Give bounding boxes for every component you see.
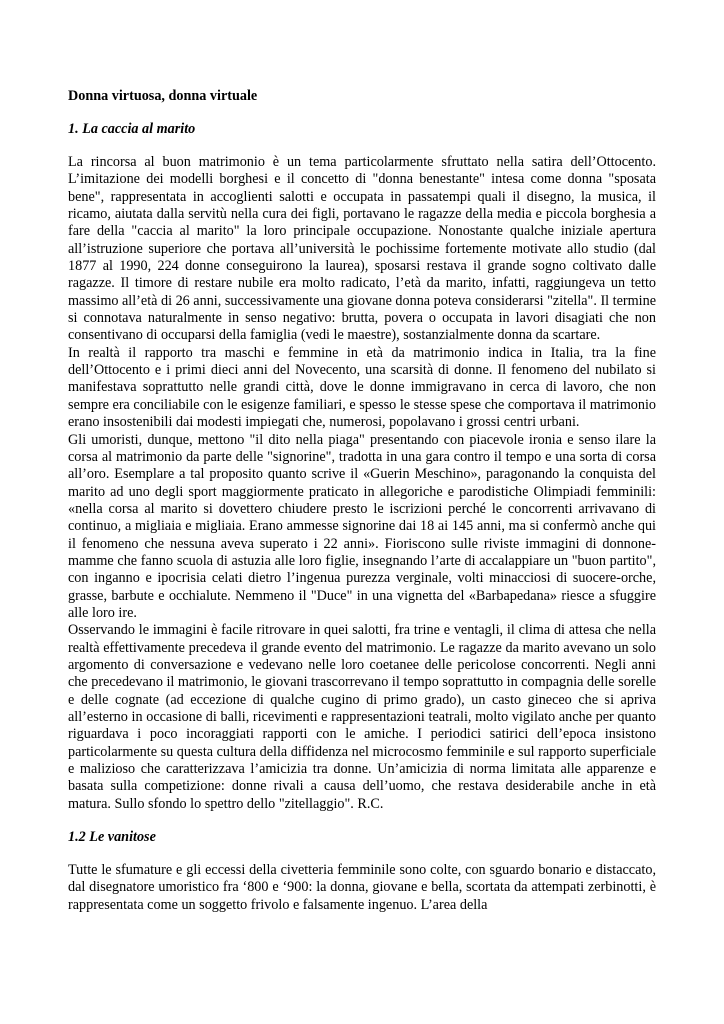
paragraph: La rincorsa al buon matrimonio è un tema particolarmente sfruttato nella satira dell’Ottocento. L’imitazione dei modelli borghesi e il concetto di "donna benestante" intesa come donna "sposata bene", rappresentata in accoglienti salotti e occupata in passatempi quali il disegno, la musica, il ricamo, aiutata dalla servitù nella cura dei figli, portavano le ragazze della media e piccola borghesia a fare della "caccia al marito" la loro principale occupazione. Nonostante qualche iniziale apertura all’istruzione superiore che portava all’università le pochissime fortemente motivate allo studio (dal 1877 al 1990, 224 donne conseguirono la laurea), sposarsi restava il grande sogno coltivato dalle ragazze. Il timore di restare nubile era molto radicato, l’età da marito, infatti, raggiungeva un tetto massimo all’età di 26 anni, successivamente una giovane donna poteva considerarsi "zitella". Il termine si connotava naturalmente in senso negativo: brutta, povera o occupata in lavori disagiati che non consentivano di occuparsi della famiglia (vedi le maestre), sostanzialmente donna da scartare. — [68, 154, 656, 344]
paragraph: Tutte le sfumature e gli eccessi della civetteria femminile sono colte, con sguardo bonario e distaccato, dal disegnatore umoristico fra ‘800 e ‘900: la donna, giovane e bella, scortata da attempati zerbinotti, è rappresentata come un soggetto frivolo e falsamente ingenuo. L’area della — [68, 862, 656, 913]
paragraph: Gli umoristi, dunque, mettono "il dito nella piaga" presentando con piacevole ironia e senso ilare la corsa al matrimonio da parte delle "signorine", tradotta in una gara contro il tempo e una sorta di corsa all’oro. Esemplare a tal proposito quanto scrive il «Guerin Meschino», paragonando la conquista del marito ad uno degli sport maggiormente praticato in allegoriche e parodistiche Olimpiadi femminili: «nella corsa al marito si dovettero chiudere presto le iscrizioni perché le concorrenti arrivavano di continuo, a migliaia e migliaia. Erano ammesse signorine dai 18 ai 145 anni, ma si confermò anche qui il fenomeno che nessuna aveva superato i 22 anni». Fioriscono sulle riviste immagini di donnone-mamme che fanno scuola di astuzia alle loro figlie, insegnando l’arte di accalappiare un "buon partito", con inganno e ipocrisia celati dietro l’ingenua purezza verginale, volti minacciosi di suocere-orche, grasse, barbute e occhialute. Nemmeno il "Duce" in una vignetta del «Barbapedana» riesce a sfuggire alle loro ire. — [68, 431, 656, 621]
section-heading: 1.2 Le vanitose — [68, 829, 156, 846]
paragraph: In realtà il rapporto tra maschi e femmine in età da matrimonio indica in Italia, tra la fine dell’Ottocento e i primi dieci anni del Novecento, una scarsità di donne. Il fenomeno del nubilato si manifestava soprattutto nelle grandi città, dove le donne immigravano in cerca di lavoro, che non sempre era conciliabile con le esigenze familiari, e spesso le stesse spese che comportava il matrimonio erano insostenibili dai modesti impiegati che, numerosi, popolavano i grossi centri urbani. — [68, 344, 656, 431]
document-title: Donna virtuosa, donna virtuale — [68, 88, 258, 104]
section-caccia-al-marito — [68, 121, 656, 813]
section-le-vanitose — [68, 829, 656, 914]
section-heading: 1. La caccia al marito — [68, 121, 196, 137]
paragraph: Osservando le immagini è facile ritrovare in quei salotti, fra trine e ventagli, il clima di attesa che nella realtà effettivamente precedeva il grande evento del matrimonio. Le ragazze da marito avevano un solo argomento di conversazione e vedevano nelle loro coetanee delle pericolose concorrenti. Negli anni che precedevano il matrimonio, le giovani trascorrevano il tempo soprattutto in compagnia delle sorelle e delle cognate (ad eccezione di qualche cugino di primo grado), un casto gineceo che si apriva all’esterno in occasione di balli, ricevimenti e rappresentazioni teatrali, molto vigilato anche per quanto riguardava i poco incoraggiati rapporti con le amiche. I periodici satirici dell’epoca insistono particolarmente su questa cultura della diffidenza nel microcosmo femminile e sul rapporto superficiale e malizioso che caratterizzava l’amicizia tra donne. Un’amicizia di norma limitata alle apparenze e basata sulla competizione: donne rivali a causa dell’uomo, che restava desiderabile anche in età matura. Sullo sfondo lo spettro dello "zitellaggio". R.C. — [68, 622, 656, 812]
